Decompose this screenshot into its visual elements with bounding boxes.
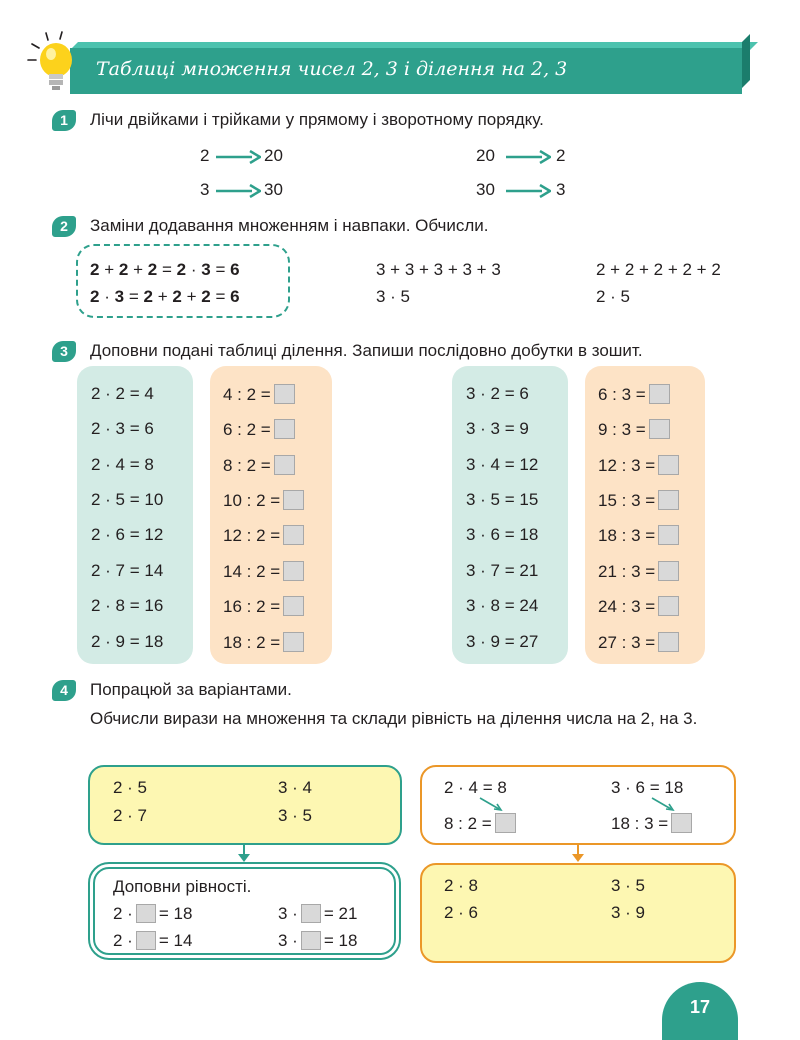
- arrow-down-icon: [237, 845, 251, 863]
- task-4-text: Попрацюй за варіантами.: [90, 680, 292, 699]
- table-row: 2 · 2 = 4: [91, 384, 154, 403]
- multiplication-table-3: [452, 366, 568, 664]
- task-4-instructions: Обчисли вирази на множення та склади рівність на ділення числа на 2, на 3.: [90, 709, 698, 728]
- table-row: 2 · 6 = 12: [91, 525, 164, 544]
- table-row: 2 · 5 = 10: [91, 490, 164, 509]
- example-equation-2: 2 · 3 = 2 + 2 + 2 = 6: [90, 287, 240, 306]
- answer-box[interactable]: [283, 525, 304, 545]
- answer-box[interactable]: [658, 455, 679, 475]
- table-row: 3 · 6 = 18: [466, 525, 539, 544]
- count-end: 20: [264, 146, 283, 165]
- expression: 2 · 5: [113, 778, 148, 797]
- link-arrow-icon: [650, 796, 676, 814]
- expression-sum: 2 + 2 + 2 + 2 + 2: [596, 260, 721, 279]
- page-title: Таблиці множення чисел 2, 3 і ділення на 2, 3: [96, 58, 568, 80]
- count-end: 2: [556, 146, 566, 165]
- table-row: 2 · 4 = 8: [91, 455, 154, 474]
- answer-box[interactable]: [283, 490, 304, 510]
- fill-heading: Доповни рівності.: [113, 877, 252, 896]
- count-start: 3: [200, 180, 210, 199]
- task-4-number: 4: [52, 680, 76, 701]
- fill-equation: 3 · = 21: [278, 904, 358, 923]
- table-row: 12 : 3 =: [598, 455, 679, 476]
- table-row: 10 : 2 =: [223, 490, 304, 511]
- fill-equation: 2 · = 14: [113, 931, 193, 950]
- expression: 3 · 5: [611, 876, 646, 895]
- division-table-3: [585, 366, 705, 664]
- expression-sum: 3 + 3 + 3 + 3 + 3: [376, 260, 501, 279]
- table-row: 9 : 3 =: [598, 419, 670, 440]
- answer-box[interactable]: [658, 632, 679, 652]
- table-row: 2 · 7 = 14: [91, 561, 164, 580]
- expression: 2 · 6: [444, 903, 479, 922]
- answer-box[interactable]: [283, 561, 304, 581]
- task-2-number: 2: [52, 216, 76, 237]
- fill-equation: 3 · = 18: [278, 931, 358, 950]
- arrow-right-icon: [215, 150, 261, 164]
- table-row: 27 : 3 =: [598, 632, 679, 653]
- fill-equation: 2 · = 18: [113, 904, 193, 923]
- answer-box[interactable]: [274, 455, 295, 475]
- expression-product: 2 · 5: [596, 287, 631, 306]
- answer-box[interactable]: [658, 490, 679, 510]
- count-start: 30: [476, 180, 495, 199]
- task-1-number: 1: [52, 110, 76, 131]
- answer-box[interactable]: [274, 419, 295, 439]
- expression: 3 · 9: [611, 903, 646, 922]
- example-quotient: 8 : 2 =: [444, 813, 516, 834]
- table-row: 6 : 3 =: [598, 384, 670, 405]
- table-row: 3 · 7 = 21: [466, 561, 539, 580]
- table-row: 3 · 5 = 15: [466, 490, 539, 509]
- page-number: 17: [662, 982, 738, 1040]
- table-row: 3 · 2 = 6: [466, 384, 529, 403]
- answer-box[interactable]: [136, 904, 156, 923]
- task-3-text: Доповни подані таблиці ділення. Запиши послідовно добутки в зошит.: [90, 341, 643, 360]
- answer-box[interactable]: [658, 596, 679, 616]
- banner-side-face: [742, 34, 750, 88]
- multiplication-table-2: [77, 366, 193, 664]
- table-row: 6 : 2 =: [223, 419, 295, 440]
- table-row: 3 · 4 = 12: [466, 455, 539, 474]
- table-row: 3 · 3 = 9: [466, 419, 529, 438]
- table-row: 16 : 2 =: [223, 596, 304, 617]
- arrow-down-icon: [571, 845, 585, 863]
- table-row: 2 · 8 = 16: [91, 596, 164, 615]
- table-row: 3 · 9 = 27: [466, 632, 539, 651]
- answer-box[interactable]: [649, 384, 670, 404]
- table-row: 15 : 3 =: [598, 490, 679, 511]
- table-row: 8 : 2 =: [223, 455, 295, 476]
- example-quotient: 18 : 3 =: [611, 813, 692, 834]
- table-row: 12 : 2 =: [223, 525, 304, 546]
- arrow-right-icon: [215, 184, 261, 198]
- table-row: 18 : 2 =: [223, 632, 304, 653]
- table-row: 18 : 3 =: [598, 525, 679, 546]
- count-start: 20: [476, 146, 495, 165]
- example-product: 2 · 4 = 8: [444, 778, 507, 797]
- count-end: 30: [264, 180, 283, 199]
- count-end: 3: [556, 180, 566, 199]
- table-row: 24 : 3 =: [598, 596, 679, 617]
- expression-product: 3 · 5: [376, 287, 411, 306]
- expression: 2 · 8: [444, 876, 479, 895]
- answer-box[interactable]: [301, 931, 321, 950]
- task-2-text: Заміни додавання множенням і навпаки. Обчисли.: [90, 216, 489, 235]
- table-row: 4 : 2 =: [223, 384, 295, 405]
- answer-box[interactable]: [671, 813, 692, 833]
- arrow-right-icon: [505, 150, 551, 164]
- answer-box[interactable]: [283, 596, 304, 616]
- table-row: 14 : 2 =: [223, 561, 304, 582]
- division-table-2: [210, 366, 332, 664]
- task-1-text: Лічи двійками і трійками у прямому і зворотному порядку.: [90, 110, 544, 129]
- title-banner: [70, 48, 742, 94]
- expression: 3 · 5: [278, 806, 313, 825]
- answer-box[interactable]: [301, 904, 321, 923]
- variant-1-expressions-box: [88, 765, 402, 845]
- table-row: 2 · 9 = 18: [91, 632, 164, 651]
- answer-box[interactable]: [274, 384, 295, 404]
- table-row: 3 · 8 = 24: [466, 596, 539, 615]
- answer-box[interactable]: [136, 931, 156, 950]
- example-equation-1: 2 + 2 + 2 = 2 · 3 = 6: [90, 260, 240, 279]
- table-row: 2 · 3 = 6: [91, 419, 154, 438]
- count-start: 2: [200, 146, 210, 165]
- lightbulb-icon: [26, 30, 86, 94]
- task-3-number: 3: [52, 341, 76, 362]
- answer-box[interactable]: [658, 561, 679, 581]
- answer-box[interactable]: [649, 419, 670, 439]
- table-row: 21 : 3 =: [598, 561, 679, 582]
- arrow-right-icon: [505, 184, 551, 198]
- example-product: 3 · 6 = 18: [611, 778, 684, 797]
- answer-box[interactable]: [658, 525, 679, 545]
- expression: 3 · 4: [278, 778, 313, 797]
- answer-box[interactable]: [495, 813, 516, 833]
- answer-box[interactable]: [283, 632, 304, 652]
- link-arrow-icon: [478, 796, 504, 814]
- expression: 2 · 7: [113, 806, 148, 825]
